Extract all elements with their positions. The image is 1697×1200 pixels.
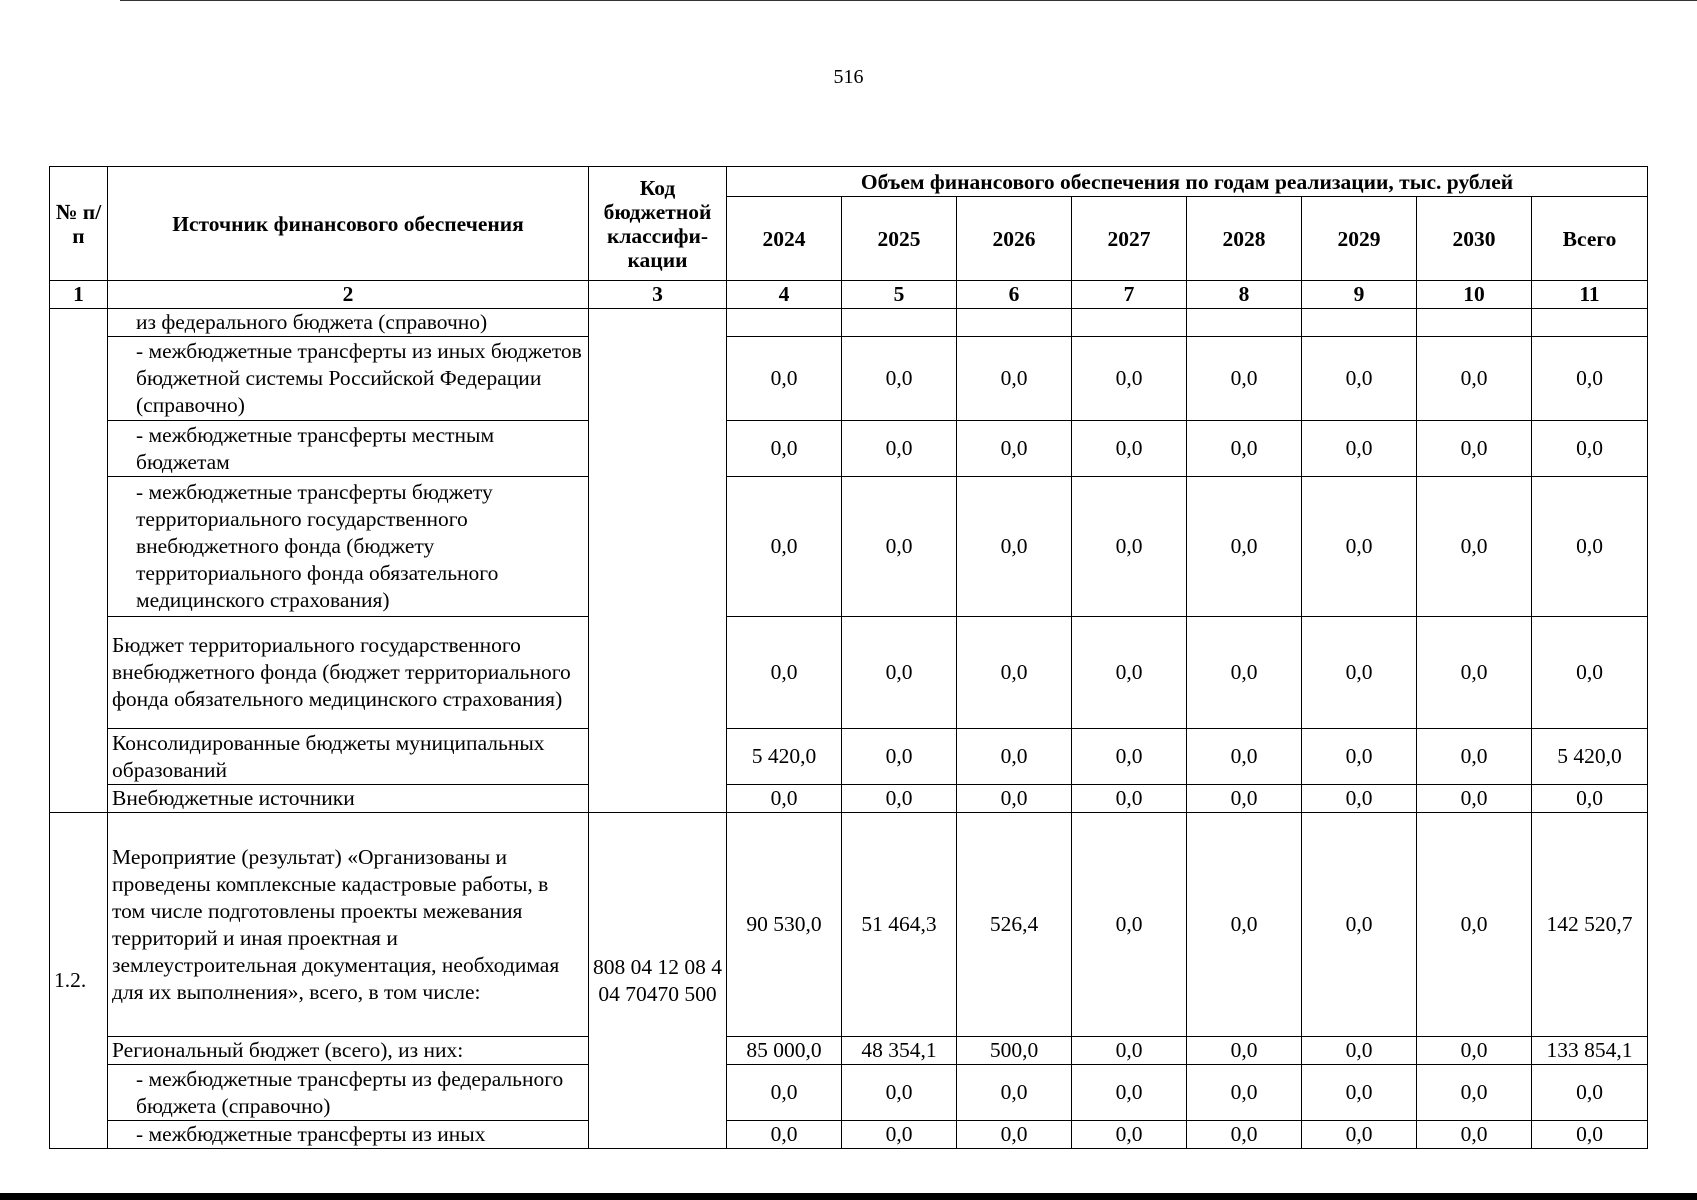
- value-cell: 0,0: [1072, 337, 1187, 421]
- header-year: 2030: [1417, 197, 1532, 281]
- value-cell: 0,0: [1532, 785, 1648, 813]
- value-cell: 0,0: [1302, 729, 1417, 785]
- value-cell: 0,0: [1417, 813, 1532, 1037]
- value-cell: 0,0: [1072, 785, 1187, 813]
- value-cell: 0,0: [957, 785, 1072, 813]
- source-cell: Региональный бюджет (всего), из них:: [108, 1037, 589, 1065]
- value-cell: 0,0: [1417, 337, 1532, 421]
- value-cell: 0,0: [1187, 785, 1302, 813]
- value-cell: 0,0: [1417, 477, 1532, 617]
- source-cell: Мероприятие (результат) «Организованы и проведены комплексные кадастровые работы, в том числе подготовлены проекты межевания территорий и иная проектная и землеустроительная документация, необходимая для их выполнения», всего, в том числе:: [108, 813, 589, 1037]
- financing-table: [49, 166, 1648, 1149]
- value-cell: 0,0: [1417, 421, 1532, 477]
- source-cell: - межбюджетные трансферты из федерального бюджета (справочно): [108, 1065, 589, 1121]
- value-cell: [1532, 309, 1648, 337]
- value-cell: 0,0: [957, 729, 1072, 785]
- header-col-code: Код бюджетной классифи-кации: [589, 167, 727, 281]
- value-cell: 0,0: [842, 617, 957, 729]
- source-cell: Консолидированные бюджеты муниципальных образований: [108, 729, 589, 785]
- value-cell: 0,0: [1417, 1037, 1532, 1065]
- value-cell: 0,0: [957, 1121, 1072, 1149]
- value-cell: 0,0: [1532, 421, 1648, 477]
- header-year: 2029: [1302, 197, 1417, 281]
- source-cell: - межбюджетные трансферты из иных бюджетов бюджетной системы Российской Федерации (справочно): [108, 337, 589, 421]
- value-cell: 0,0: [727, 421, 842, 477]
- column-number: 9: [1302, 281, 1417, 309]
- value-cell: [1187, 309, 1302, 337]
- table-row: [50, 813, 1648, 1037]
- value-cell: 5 420,0: [727, 729, 842, 785]
- value-cell: 0,0: [1417, 1065, 1532, 1121]
- value-cell: 0,0: [1302, 1121, 1417, 1149]
- value-cell: [957, 309, 1072, 337]
- value-cell: 0,0: [842, 1121, 957, 1149]
- value-cell: 500,0: [957, 1037, 1072, 1065]
- header-year: 2025: [842, 197, 957, 281]
- value-cell: 0,0: [1072, 477, 1187, 617]
- value-cell: 0,0: [957, 421, 1072, 477]
- value-cell: 0,0: [1072, 617, 1187, 729]
- source-cell: - межбюджетные трансферты местным бюджетам: [108, 421, 589, 477]
- source-cell: Бюджет территориального государственного внебюджетного фонда (бюджет территориального фонда обязательного медицинского страхования): [108, 617, 589, 729]
- top-rule: [120, 0, 1697, 1]
- value-cell: 0,0: [842, 729, 957, 785]
- value-cell: 0,0: [1302, 421, 1417, 477]
- value-cell: 85 000,0: [727, 1037, 842, 1065]
- value-cell: 48 354,1: [842, 1037, 957, 1065]
- value-cell: 0,0: [842, 337, 957, 421]
- value-cell: 0,0: [1072, 421, 1187, 477]
- value-cell: 90 530,0: [727, 813, 842, 1037]
- value-cell: 0,0: [727, 1065, 842, 1121]
- column-number: 1: [50, 281, 108, 309]
- table-row: [50, 785, 1648, 813]
- value-cell: 0,0: [727, 337, 842, 421]
- bottom-rule: [0, 1193, 1697, 1200]
- column-number: 7: [1072, 281, 1187, 309]
- header-year: 2024: [727, 197, 842, 281]
- page-number: 516: [833, 66, 864, 88]
- header-col-group: Объем финансового обеспечения по годам реализации, тыс. рублей: [727, 167, 1648, 197]
- value-cell: 0,0: [1072, 729, 1187, 785]
- column-number: 8: [1187, 281, 1302, 309]
- header-row-1: [50, 167, 1648, 197]
- value-cell: 0,0: [1072, 1121, 1187, 1149]
- table-row: [50, 617, 1648, 729]
- value-cell: [1302, 309, 1417, 337]
- source-cell: Внебюджетные источники: [108, 785, 589, 813]
- value-cell: 526,4: [957, 813, 1072, 1037]
- value-cell: [842, 309, 957, 337]
- value-cell: 0,0: [1302, 1037, 1417, 1065]
- value-cell: 0,0: [1302, 1065, 1417, 1121]
- column-number: 10: [1417, 281, 1532, 309]
- column-numbers-row: [50, 281, 1648, 309]
- column-number: 11: [1532, 281, 1648, 309]
- value-cell: 0,0: [727, 477, 842, 617]
- value-cell: 0,0: [727, 617, 842, 729]
- value-cell: 0,0: [1187, 1065, 1302, 1121]
- table-row: [50, 421, 1648, 477]
- header-col-source: Источник финансового обеспечения: [108, 167, 589, 281]
- value-cell: 0,0: [1302, 813, 1417, 1037]
- table-row: [50, 1037, 1648, 1065]
- value-cell: 5 420,0: [1532, 729, 1648, 785]
- table-row: [50, 1121, 1648, 1149]
- value-cell: 0,0: [957, 477, 1072, 617]
- header-year: 2027: [1072, 197, 1187, 281]
- value-cell: 0,0: [1417, 785, 1532, 813]
- value-cell: 0,0: [1302, 785, 1417, 813]
- value-cell: 0,0: [1187, 1037, 1302, 1065]
- header-col-no: № п/п: [50, 167, 108, 281]
- table-row: [50, 729, 1648, 785]
- value-cell: 0,0: [1532, 617, 1648, 729]
- value-cell: 0,0: [727, 785, 842, 813]
- row-number-cell: 1.2.: [50, 813, 108, 1149]
- value-cell: 0,0: [842, 421, 957, 477]
- value-cell: 0,0: [1187, 813, 1302, 1037]
- source-cell: - межбюджетные трансферты бюджету территориального государственного внебюджетного фонда (бюджету территориального фонда обязательного медицинского страхования): [108, 477, 589, 617]
- table-row: [50, 337, 1648, 421]
- header-total: Всего: [1532, 197, 1648, 281]
- value-cell: 0,0: [1072, 1065, 1187, 1121]
- value-cell: 0,0: [1302, 617, 1417, 729]
- value-cell: 0,0: [1187, 477, 1302, 617]
- column-number: 4: [727, 281, 842, 309]
- value-cell: 0,0: [842, 477, 957, 617]
- table-row: [50, 1065, 1648, 1121]
- header-year: 2028: [1187, 197, 1302, 281]
- source-cell: - межбюджетные трансферты из иных: [108, 1121, 589, 1149]
- value-cell: 142 520,7: [1532, 813, 1648, 1037]
- column-number: 6: [957, 281, 1072, 309]
- value-cell: 0,0: [957, 617, 1072, 729]
- header-year: 2026: [957, 197, 1072, 281]
- value-cell: 0,0: [1302, 337, 1417, 421]
- value-cell: 0,0: [1532, 1121, 1648, 1149]
- value-cell: 0,0: [1302, 477, 1417, 617]
- row-number-cell: [50, 309, 108, 813]
- column-number: 5: [842, 281, 957, 309]
- value-cell: 0,0: [1187, 729, 1302, 785]
- value-cell: 0,0: [1417, 1121, 1532, 1149]
- value-cell: 0,0: [1187, 617, 1302, 729]
- value-cell: 0,0: [1187, 421, 1302, 477]
- value-cell: 0,0: [1532, 477, 1648, 617]
- value-cell: 133 854,1: [1532, 1037, 1648, 1065]
- value-cell: 0,0: [1187, 1121, 1302, 1149]
- table-row: [50, 309, 1648, 337]
- value-cell: 0,0: [1417, 729, 1532, 785]
- value-cell: 0,0: [1532, 337, 1648, 421]
- column-number: 3: [589, 281, 727, 309]
- value-cell: 0,0: [727, 1121, 842, 1149]
- table-row: [50, 477, 1648, 617]
- value-cell: 0,0: [957, 1065, 1072, 1121]
- value-cell: 0,0: [1532, 1065, 1648, 1121]
- code-cell: [589, 309, 727, 813]
- value-cell: [727, 309, 842, 337]
- value-cell: [1417, 309, 1532, 337]
- value-cell: 0,0: [957, 337, 1072, 421]
- value-cell: [1072, 309, 1187, 337]
- value-cell: 0,0: [1072, 1037, 1187, 1065]
- value-cell: 0,0: [1187, 337, 1302, 421]
- source-cell: из федерального бюджета (справочно): [108, 309, 589, 337]
- value-cell: 0,0: [1417, 617, 1532, 729]
- column-number: 2: [108, 281, 589, 309]
- value-cell: 51 464,3: [842, 813, 957, 1037]
- value-cell: 0,0: [1072, 813, 1187, 1037]
- code-cell: 808 04 12 08 4 04 70470 500: [589, 813, 727, 1149]
- value-cell: 0,0: [842, 1065, 957, 1121]
- value-cell: 0,0: [842, 785, 957, 813]
